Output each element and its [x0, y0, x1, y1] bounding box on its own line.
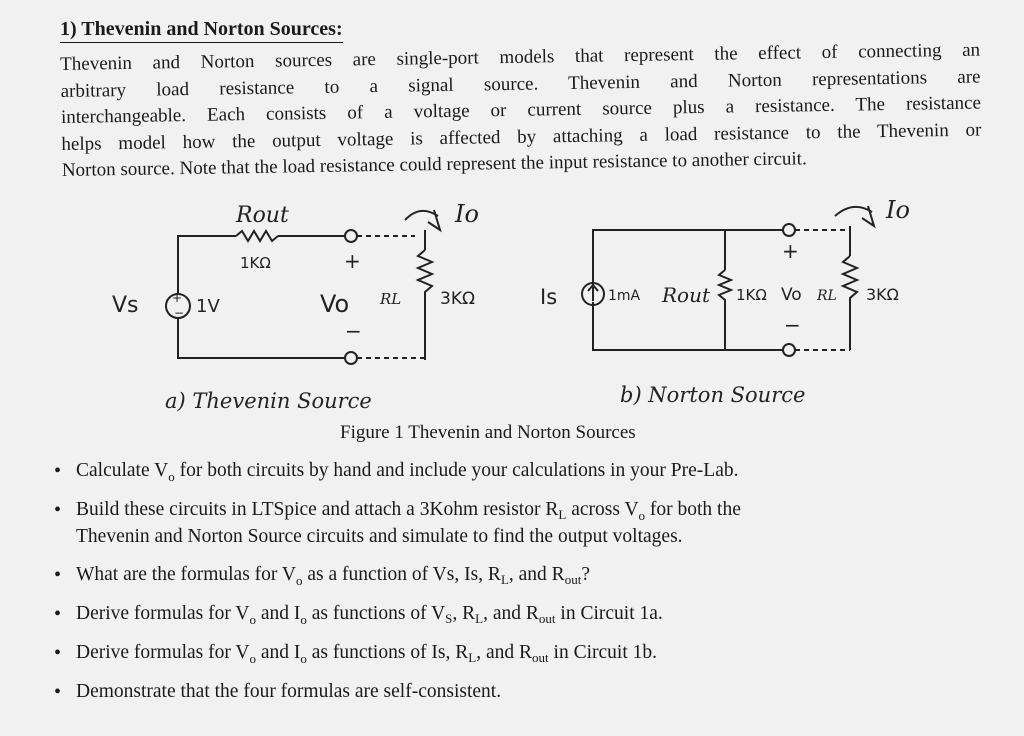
circuit-figure	[0, 190, 1024, 420]
norton-rout-value: 1KΩ	[736, 286, 767, 304]
paragraph-line: interchangeable. Each consists of a voltage or current source plus a resistance. The resistance	[60, 92, 982, 128]
norton-load-resistor-symbol	[843, 256, 857, 350]
norton-rout-label: Rout	[662, 283, 711, 307]
thevenin-wire-bottom	[178, 318, 345, 358]
load-resistor-symbol	[418, 250, 432, 360]
norton-plus-label: +	[782, 239, 799, 263]
vs-minus-sign: −	[174, 306, 185, 320]
norton-output-terminal-top	[783, 224, 795, 236]
task-item-formulas: • What are the formulas for $V_o$ as a function of Vs, Is, $R_L$, and $R_{out}$?	[54, 564, 590, 588]
paragraph-line: Norton source. Note that the load resistance could represent the input resistance to another circuit.	[61, 148, 807, 181]
bullet-dot: •	[54, 603, 62, 625]
norton-output-terminal-bottom	[783, 344, 795, 356]
intro-paragraph	[60, 38, 982, 185]
thevenin-rout-label: Rout	[236, 203, 289, 228]
thevenin-vs-label: Vs	[112, 293, 139, 318]
norton-title: b) Norton Source	[620, 383, 806, 407]
figure-caption: Figure 1 Thevenin and Norton Sources	[340, 422, 636, 443]
task-item-calculate: • Calculate $V_o$ for both circuits by hand and include your calculations in your Pre-Lab.	[54, 460, 739, 484]
vs-plus-sign: +	[172, 291, 183, 305]
thevenin-plus-label: +	[344, 249, 361, 273]
task-item-derive-1a: • Derive formulas for $V_o$ and $I_o$ as functions of $V_S$, $R_L$, and $R_{out}$ in Circuit 1a.	[54, 603, 663, 627]
norton-wire-top	[593, 230, 783, 286]
norton-rl-label: RL	[817, 288, 837, 304]
norton-rl-value: 3KΩ	[866, 285, 899, 304]
thevenin-title: a) Thevenin Source	[165, 389, 372, 413]
paragraph-line: Thevenin and Norton sources are single-port models that represent the effect of connecting an	[60, 39, 981, 75]
bullet-dot: •	[54, 499, 62, 521]
thevenin-io-label: Io	[455, 200, 479, 228]
norton-wire-bottom	[593, 302, 783, 350]
thevenin-wire-top-left	[178, 236, 236, 295]
task-item-build: • Build these circuits in LTSpice and attach a 3Kohm resistor $R_L$ across $V_o$ for both the Thevenin and Norton Source circuits and simulate to find the output voltages.	[54, 499, 741, 547]
norton-minus-label: −	[784, 313, 801, 337]
bullet-dot: •	[54, 460, 62, 482]
norton-rout-resistor-symbol	[719, 270, 731, 350]
task-item-derive-1b: • Derive formulas for $V_o$ and $I_o$ as functions of Is, $R_L$, and $R_{out}$ in Circuit 1b.	[54, 642, 657, 666]
norton-is-label: Is	[540, 285, 558, 309]
thevenin-circuit	[166, 210, 440, 364]
task-list	[40, 458, 1000, 717]
thevenin-labels	[112, 200, 479, 413]
norton-io-arrow	[835, 206, 874, 226]
paragraph-line: arbitrary load resistance to a signal source. Thevenin and Norton representations are	[60, 66, 981, 102]
thevenin-rl-value: 3KΩ	[440, 289, 475, 309]
task-item-self-consistent: • Demonstrate that the four formulas are self-consistent.	[54, 681, 502, 703]
bullet-dot: •	[54, 642, 62, 664]
thevenin-rout-value: 1KΩ	[240, 254, 271, 272]
output-terminal-top	[345, 230, 357, 242]
norton-circuit	[582, 206, 874, 356]
section-heading: 1) Thevenin and Norton Sources:	[60, 18, 343, 43]
io-arrow	[405, 210, 440, 230]
thevenin-vo-label: Vo	[320, 290, 350, 318]
norton-io-label: Io	[886, 196, 910, 224]
circuit-diagrams	[0, 190, 1024, 420]
output-terminal-bottom	[345, 352, 357, 364]
norton-vo-label: Vo	[781, 285, 802, 305]
bullet-dot: •	[54, 681, 62, 703]
current-source-arrow	[588, 285, 598, 301]
thevenin-rl-label: RL	[380, 290, 402, 308]
paragraph-line: helps model how the output voltage is affected by attaching a load resistance to the Thevenin or	[61, 119, 982, 155]
thevenin-vs-value: 1V	[196, 296, 220, 317]
bullet-dot: •	[54, 564, 62, 586]
norton-is-value: 1mA	[608, 288, 641, 304]
thevenin-minus-label: −	[345, 319, 362, 343]
rout-resistor-symbol	[236, 231, 278, 241]
